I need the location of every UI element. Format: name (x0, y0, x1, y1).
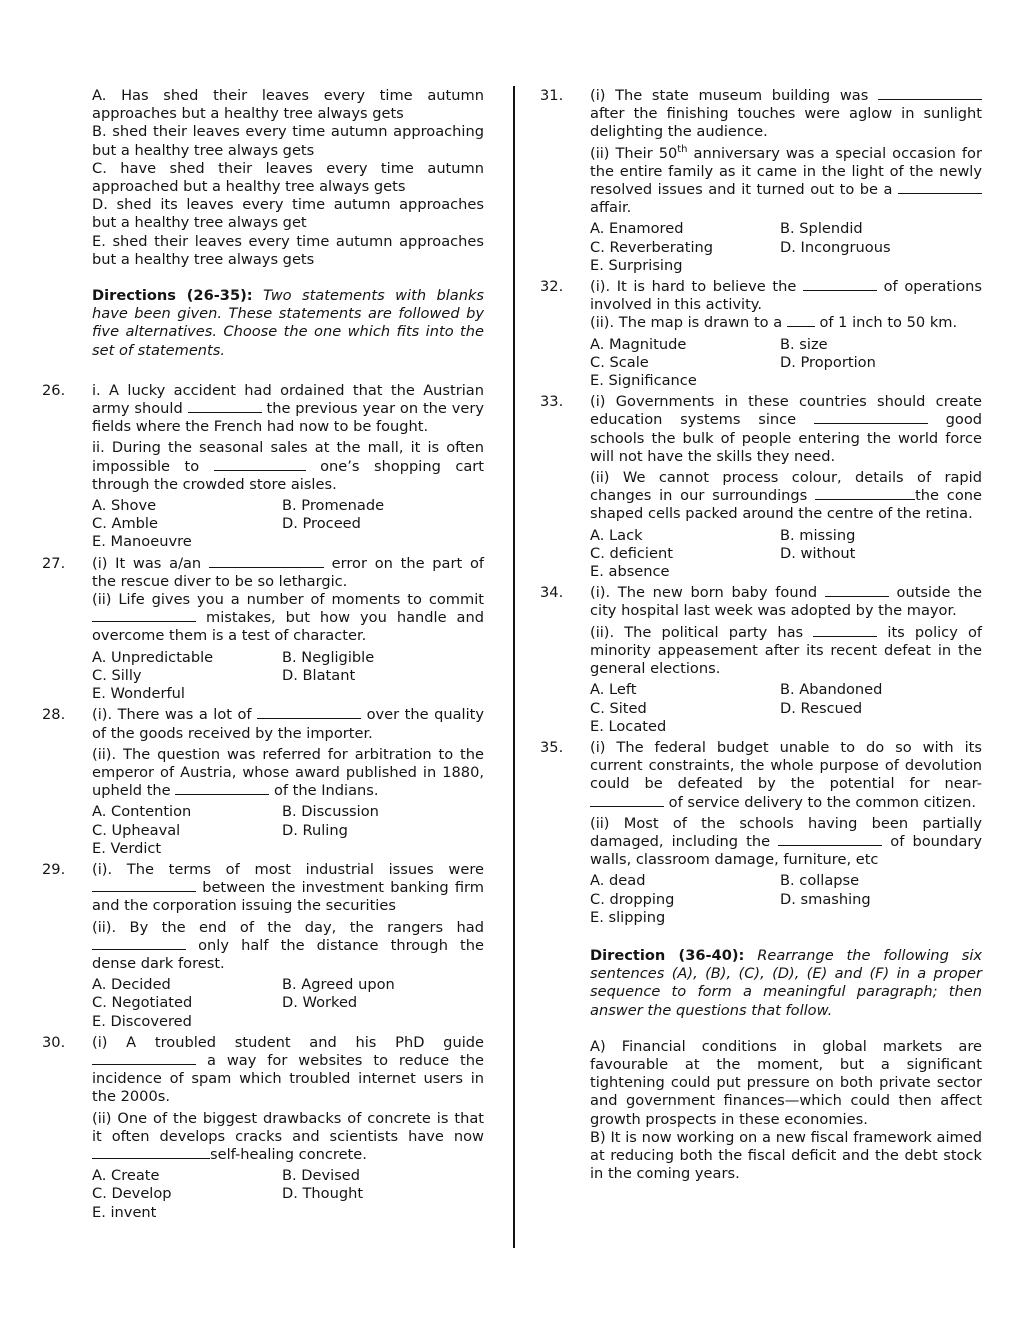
option: B. size (780, 335, 828, 353)
option: A. Contention (92, 803, 192, 821)
question-27 (42, 555, 484, 704)
question-number: 35. (540, 738, 564, 756)
answer-options (92, 497, 484, 552)
answer-options (92, 649, 484, 704)
blank (878, 87, 982, 100)
option: D. Thought (282, 1185, 364, 1203)
option: A. dead (590, 872, 646, 890)
question-number: 29. (42, 860, 66, 878)
directions-label: Direction (36-40): (590, 946, 745, 964)
blank (188, 400, 262, 413)
option: C. Amble (92, 515, 158, 533)
blank (815, 487, 915, 500)
blank (209, 555, 324, 568)
statement-2: (ii) Most of the schools having been partially damaged, including the of boundary walls, classroom damage, furniture, etc (590, 814, 982, 869)
question-29 (42, 861, 484, 1031)
directions-text: Rearrange the following six sentences (A), (B), (C), (D), (E) and (F) in a proper sequence to form a meaningful paragraph; then answer the questions that follow. (590, 946, 983, 1019)
statement-1: (i) The state museum building was after the finishing touches were aglow in sunlight delighting the audience. (590, 87, 982, 141)
blank (92, 609, 196, 622)
option: B. Promenade (282, 497, 385, 515)
option: B. Discussion (282, 803, 379, 821)
option: D. Worked (282, 994, 358, 1012)
option: A. Left (590, 681, 637, 699)
option: E. Wonderful (92, 685, 185, 703)
question-number: 26. (42, 381, 66, 399)
option: E. Manoeuvre (92, 533, 192, 551)
statement-2: (ii) Life gives you a number of moments to commit mistakes, but how you handle and overcome them is a test of character. (92, 591, 485, 645)
blank (92, 879, 196, 892)
directions-36-40 (590, 947, 982, 1020)
option: D. smashing (780, 890, 871, 908)
answer-options (590, 336, 982, 391)
directions-text: Two statements with blanks have been given. These statements are followed by five alternatives. Choose the one which fits into the set of statements. (92, 287, 485, 359)
option: E. slipping (590, 908, 666, 926)
option: D. without (780, 544, 856, 562)
question-30 (42, 1034, 484, 1222)
option: A. Create (92, 1167, 160, 1185)
option: E. absence (590, 563, 670, 581)
continuation-option: E. shed their leaves every time autumn approaches but a healthy tree always gets (92, 232, 484, 268)
blank (825, 584, 889, 597)
option: C. Reverberating (590, 238, 714, 256)
statement-1: (i) It was a/an error on the part of the rescue diver to be so lethargic. (92, 554, 485, 590)
answer-options (92, 976, 484, 1031)
blank (813, 624, 877, 637)
blank (590, 794, 664, 807)
statement-2: (ii) One of the biggest drawbacks of concrete is that it often develops cracks and scientists have now self-healing concrete. (92, 1109, 484, 1163)
statement-1: i. A lucky accident had ordained that the Austrian army should the previous year on the very fields where the French had now to be fought. (92, 381, 485, 436)
question-number: 28. (42, 706, 66, 724)
option: C. Silly (92, 666, 142, 684)
option: C. Sited (590, 699, 647, 717)
statement-2: (ii). The political party has its policy of minority appeasement after its recent defeat in the general elections. (590, 623, 983, 678)
option: E. Verdict (92, 839, 162, 857)
option: D. Ruling (282, 821, 348, 839)
blank (257, 706, 361, 719)
statement-1: (i). The terms of most industrial issues were between the investment banking firm and the corporation issuing the securities (92, 860, 484, 915)
statement-1: (i) The federal budget unable to do so with its current constraints, the whole purpose of devolution could be defeated by the potential for near- of service delivery to the common citizen. (590, 738, 982, 811)
statement-2: (ii). The map is drawn to a of 1 inch to 50 km. (590, 314, 958, 332)
answer-options (590, 681, 982, 736)
option: D. Incongruous (780, 238, 891, 256)
option: E. Discovered (92, 1012, 192, 1030)
blank (787, 314, 815, 327)
blank (92, 937, 186, 950)
answer-options (590, 872, 982, 927)
answer-options (92, 1167, 484, 1222)
statement-1: (i) A troubled student and his PhD guide a way for websites to reduce the incidence of spam which troubled internet users in the 2000s. (92, 1033, 484, 1106)
option: A. Magnitude (590, 335, 687, 353)
question-32 (540, 278, 982, 390)
sentence-b: B) It is now working on a new fiscal framework aimed at reducing both the fiscal deficit and the debt stock in the coming years. (590, 1128, 982, 1183)
statement-1: (i) Governments in these countries should create education systems since good schools the bulk of people entering the world force will not have the skills they need. (590, 393, 983, 465)
statement-2: (ii). The question was referred for arbitration to the emperor of Austria, whose award published in 1880, upheld the of the Indians. (92, 745, 484, 800)
directions-26-35 (92, 287, 484, 360)
option: C. Negotiated (92, 994, 193, 1012)
statement-1: (i). It is hard to believe the of operations involved in this activity. (590, 278, 983, 314)
blank (214, 458, 306, 471)
blank (92, 1146, 210, 1159)
paragraph-sentences (540, 1038, 982, 1184)
question-number: 30. (42, 1033, 66, 1051)
option: B. Agreed upon (282, 976, 395, 994)
question-number: 31. (540, 87, 564, 104)
option: E. invent (92, 1203, 157, 1221)
option: A. Unpredictable (92, 648, 214, 666)
option: B. Splendid (780, 220, 863, 238)
statement-2: ii. During the seasonal sales at the mall, it is often impossible to one’s shopping cart through the crowded store aisles. (92, 439, 485, 493)
question-26 (42, 382, 484, 552)
option: C. Scale (590, 353, 649, 371)
right-column (540, 87, 982, 1183)
sentence-a: A) Financial conditions in global markets are favourable at the moment, but a significant tightening could put pressure on both private sector and government finances—which could then affect growth prospects in these economies. (590, 1037, 982, 1128)
continuation-option: A. Has shed their leaves every time autumn approaches but a healthy tree always gets (92, 87, 484, 123)
option: B. Abandoned (780, 681, 883, 699)
option: A. Lack (590, 526, 643, 544)
option: C. deficient (590, 544, 673, 562)
option: C. Develop (92, 1185, 172, 1203)
continuation-options (42, 87, 484, 269)
answer-options (92, 803, 484, 858)
question-number: 32. (540, 278, 564, 296)
continuation-option: B. shed their leaves every time autumn approaching but a healthy tree always gets (92, 123, 484, 159)
option: B. collapse (780, 872, 860, 890)
question-number: 27. (42, 554, 66, 572)
option: D. Proceed (282, 515, 361, 533)
option: B. Devised (282, 1167, 361, 1185)
continuation-option: C. have shed their leaves every time autumn approached but a healthy tree always gets (92, 159, 484, 196)
option: C. dropping (590, 890, 675, 908)
option: A. Shove (92, 497, 157, 515)
blank (814, 411, 928, 424)
blank (803, 278, 877, 291)
option: B. missing (780, 526, 856, 544)
left-column (42, 87, 484, 1222)
statement-2: (ii). By the end of the day, the rangers had only half the distance through the dense dark forest. (92, 918, 485, 972)
blank (92, 1052, 196, 1065)
blank (898, 181, 982, 194)
statement-1: (i). There was a lot of over the quality of the goods received by the importer. (92, 706, 484, 742)
directions-label: Directions (26-35): (92, 287, 253, 305)
question-34 (540, 584, 982, 736)
statement-1: (i). The new born baby found outside the city hospital last week was adopted by the mayor. (590, 584, 982, 620)
blank (778, 833, 882, 846)
question-35 (540, 739, 982, 927)
question-number: 34. (540, 584, 564, 602)
option: E. Surprising (590, 256, 683, 274)
question-28 (42, 706, 484, 858)
option: D. Proportion (780, 353, 876, 371)
answer-options (590, 220, 982, 275)
question-33 (540, 393, 982, 581)
option: D. Rescued (780, 699, 863, 717)
option: A. Enamored (590, 220, 684, 238)
option: B. Negligible (282, 648, 375, 666)
statement-2: (ii) We cannot process colour, details of rapid changes in our surroundings the cone shaped cells packed around the centre of the retina. (590, 469, 982, 523)
question-31 (540, 87, 982, 275)
option: E. Located (590, 717, 667, 735)
statement-2: (ii) Their 50th anniversary was a special occasion for the entire family as it came in the light of the newly resolved issues and it turned out to be a affair. (590, 143, 982, 217)
blank (175, 782, 269, 795)
continuation-option: D. shed its leaves every time autumn approaches but a healthy tree always get (92, 196, 484, 232)
option: E. Significance (590, 372, 697, 390)
option: C. Upheaval (92, 821, 181, 839)
answer-options (590, 527, 982, 582)
option: D. Blatant (282, 666, 356, 684)
column-divider (513, 86, 515, 1248)
option: A. Decided (92, 976, 171, 994)
question-number: 33. (540, 393, 564, 411)
